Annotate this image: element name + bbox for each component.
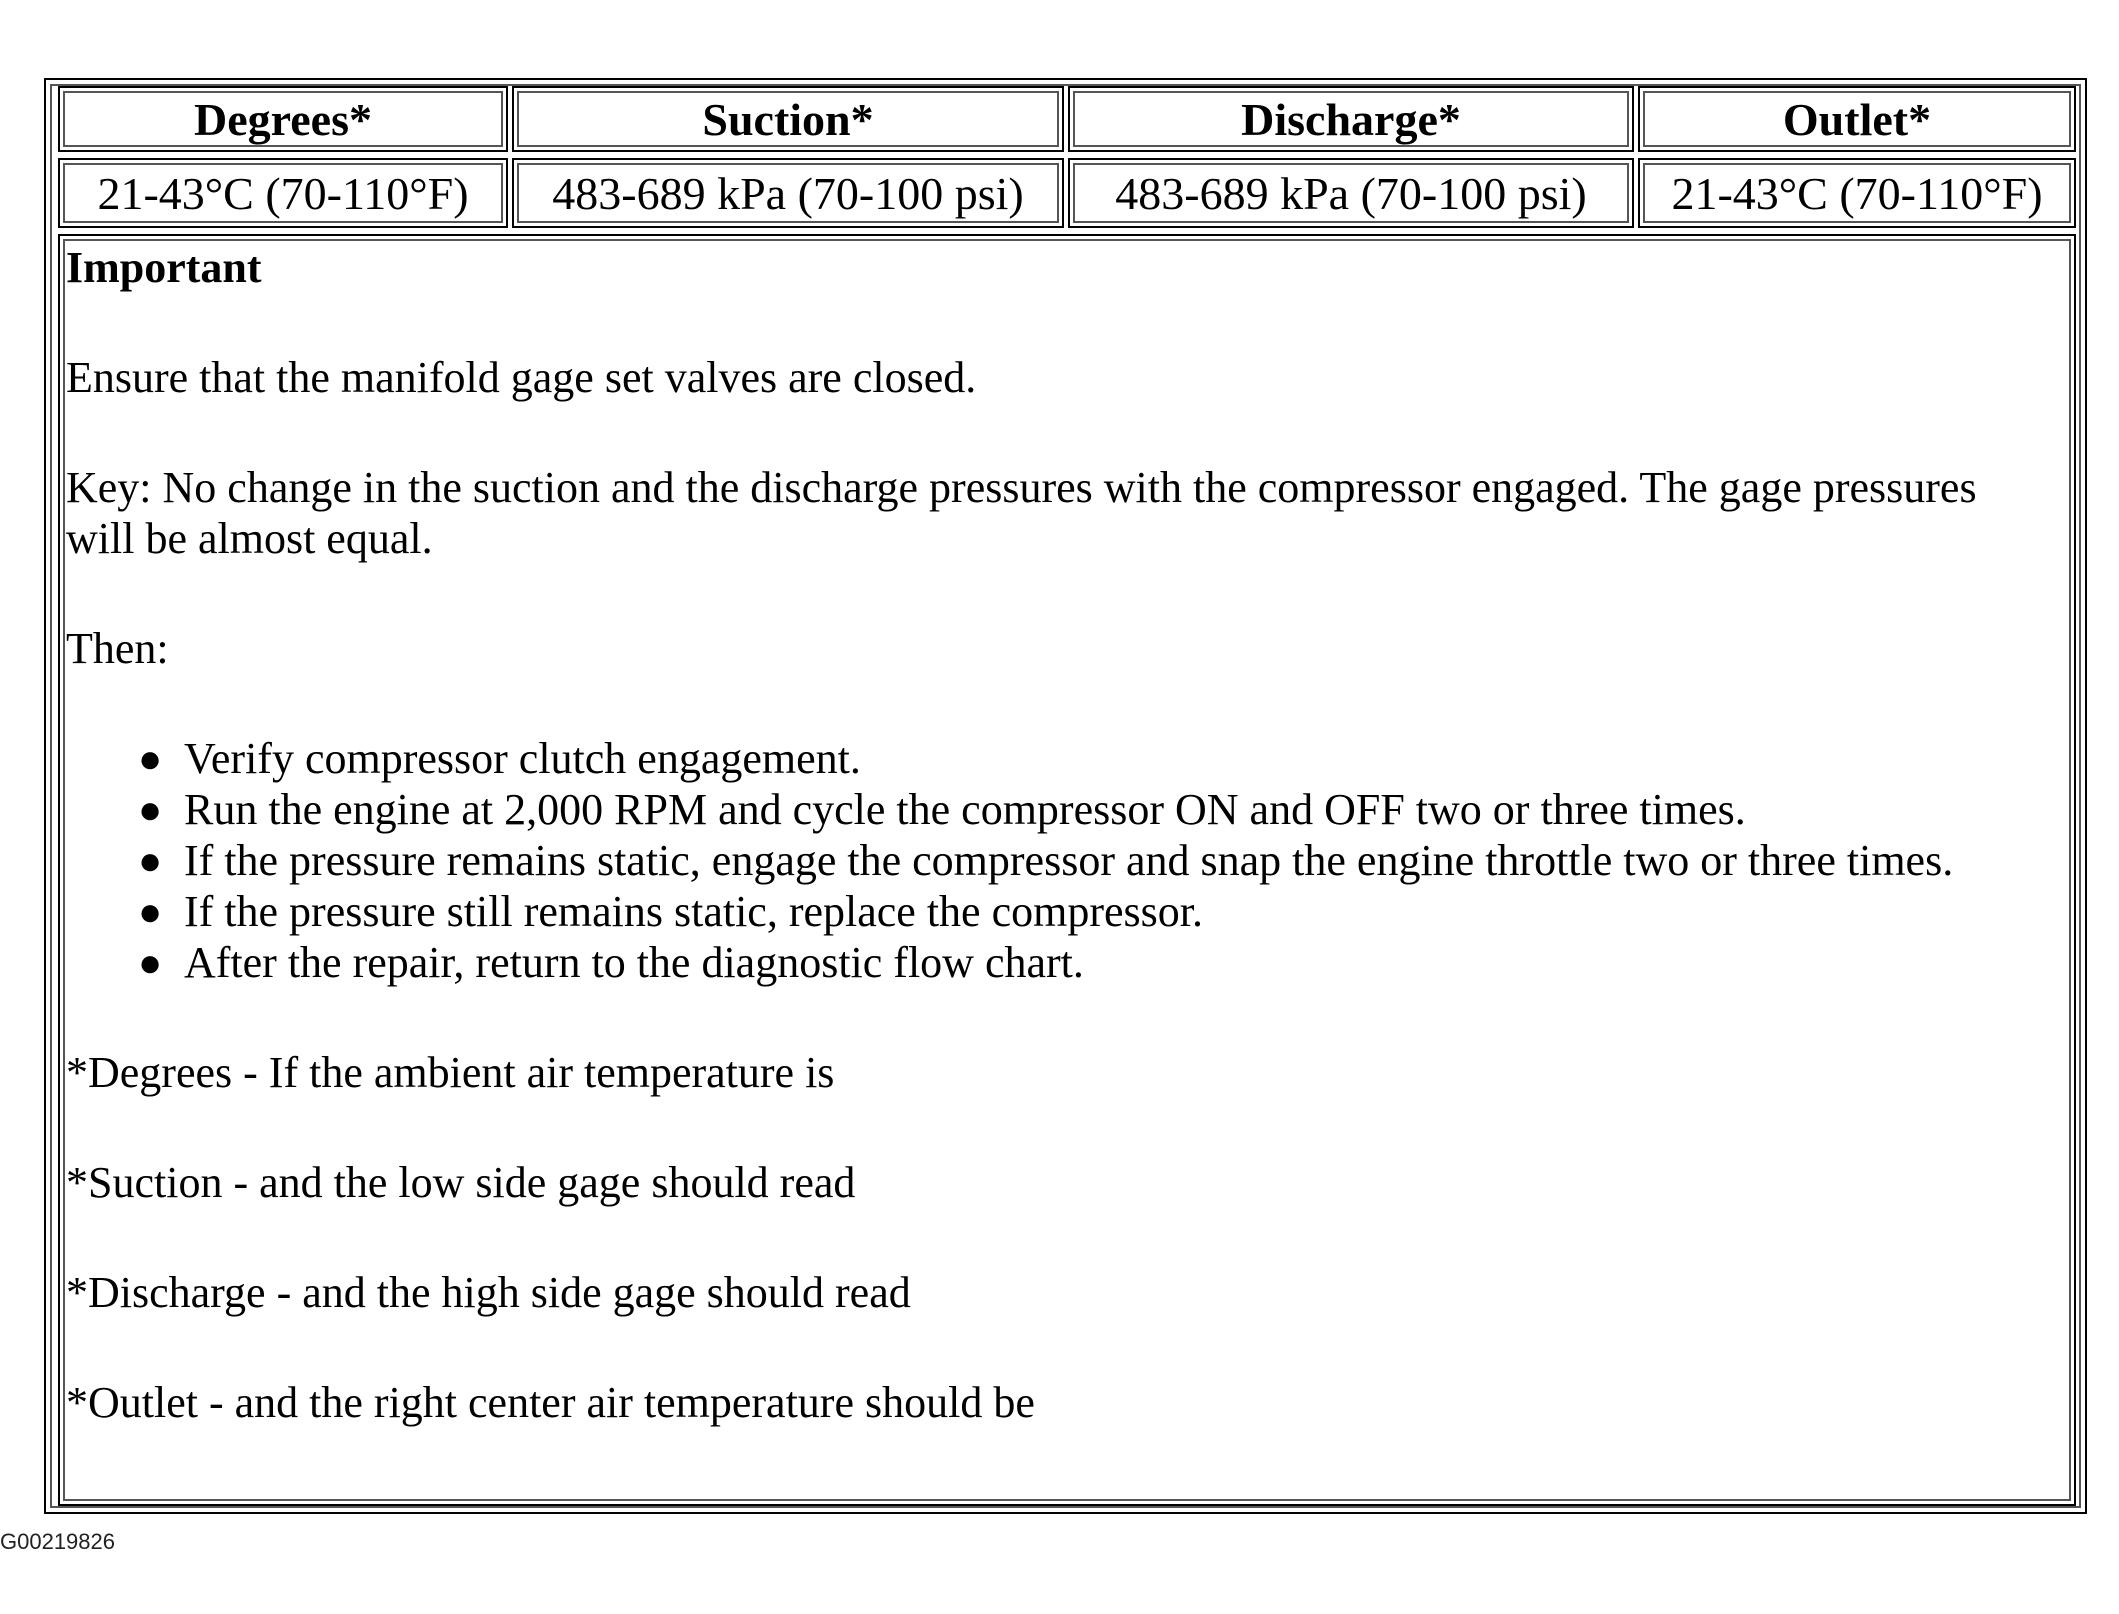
- bullet-icon: ●: [138, 889, 163, 934]
- header-suction: Suction*: [512, 86, 1064, 152]
- bullet-icon: ●: [138, 940, 163, 985]
- bullet-icon: ●: [138, 736, 163, 781]
- then-text: Then:: [66, 624, 169, 673]
- footnote-degrees: *Degrees - If the ambient air temperature is: [66, 1048, 835, 1097]
- key-text: Key: No change in the suction and the discharge pressures with the compressor engaged. The gage pressures will be almost equal.: [66, 463, 1977, 563]
- header-discharge: Discharge*: [1068, 86, 1634, 152]
- header-degrees: Degrees*: [58, 86, 508, 152]
- list-item: ● After the repair, return to the diagnostic flow chart.: [138, 938, 1084, 987]
- value-suction: 483-689 kPa (70-100 psi): [512, 158, 1064, 228]
- footnote-outlet: *Outlet - and the right center air temperature should be: [66, 1378, 1035, 1427]
- bullet-icon: ●: [138, 838, 163, 883]
- list-item: ● If the pressure still remains static, replace the compressor.: [138, 887, 1203, 936]
- list-item: ● If the pressure remains static, engage the compressor and snap the engine throttle two or three times.: [138, 836, 1954, 885]
- figure-id: G00219826: [0, 1529, 115, 1554]
- important-note-cell: [58, 234, 2076, 1506]
- ensure-valves-closed-text: Ensure that the manifold gage set valves are closed.: [66, 353, 977, 402]
- footnote-discharge: *Discharge - and the high side gage should read: [66, 1268, 911, 1317]
- steps-list: [66, 733, 2074, 988]
- list-item: ● Verify compressor clutch engagement.: [138, 734, 861, 783]
- footnote-suction: *Suction - and the low side gage should read: [66, 1158, 856, 1207]
- list-item: ● Run the engine at 2,000 RPM and cycle the compressor ON and OFF two or three times.: [138, 785, 1746, 834]
- value-degrees: 21-43°C (70-110°F): [58, 158, 508, 228]
- value-discharge: 483-689 kPa (70-100 psi): [1068, 158, 1634, 228]
- header-outlet: Outlet*: [1638, 86, 2076, 152]
- bullet-icon: ●: [138, 787, 163, 832]
- value-outlet: 21-43°C (70-110°F): [1638, 158, 2076, 228]
- important-heading: Important: [66, 243, 262, 292]
